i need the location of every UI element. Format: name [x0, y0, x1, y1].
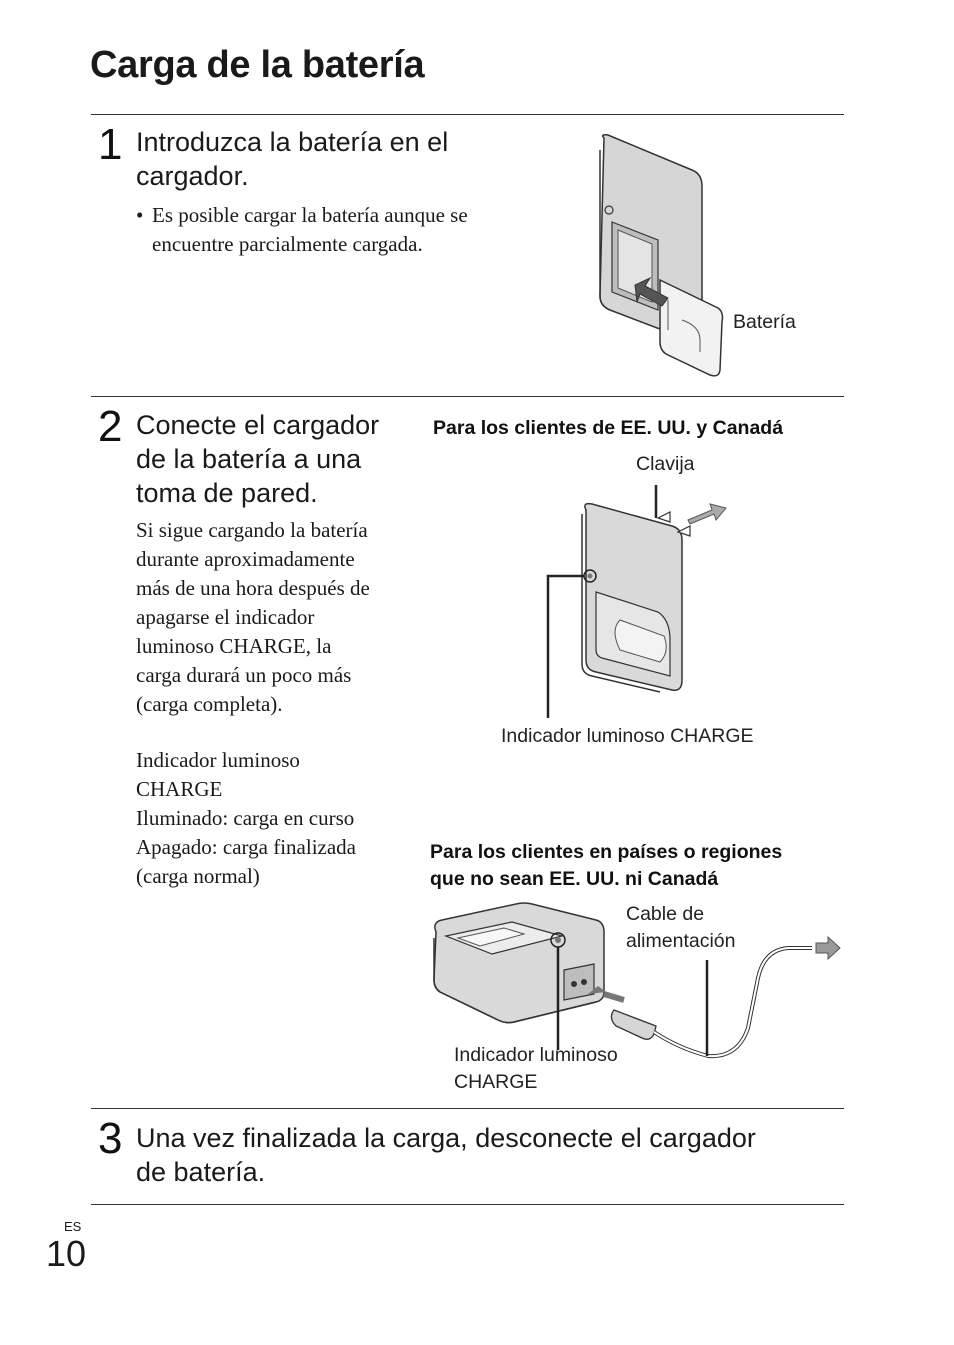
step-2-number: 2 — [98, 402, 123, 451]
step-2-body — [136, 516, 370, 719]
step-2-heading-line: Conecte el cargador — [136, 410, 380, 440]
step-1-bullet — [136, 201, 954, 259]
step-2-body-line: luminoso CHARGE, la — [136, 634, 332, 658]
other-countries-heading — [430, 839, 782, 893]
indicator-info-line: CHARGE — [136, 777, 223, 801]
intl-indicator-line: Indicador luminoso — [454, 1044, 618, 1066]
battery-label: Batería — [733, 311, 796, 333]
step-2-heading-line: de la batería a una — [136, 444, 362, 474]
other-heading-line: Para los clientes en países o regiones — [430, 841, 783, 863]
plug-label: Clavija — [636, 453, 695, 475]
step-2-body-line: (carga completa). — [136, 692, 283, 716]
page-number: 10 — [46, 1233, 87, 1274]
cable-label-line: Cable de — [626, 903, 705, 925]
step-3-heading-line: Una vez finalizada la carga, desconecte el cargador — [136, 1123, 756, 1153]
us-indicator-label: Indicador luminoso CHARGE — [501, 725, 754, 747]
step-2-heading-line: toma de pared. — [136, 478, 318, 508]
step-1-heading-line: cargador. — [136, 161, 249, 191]
step-2-body-line: apagarse el indicador — [136, 605, 315, 629]
step-1-bullet-line: encuentre parcialmente cargada. — [152, 232, 423, 256]
intl-indicator-line: CHARGE — [454, 1071, 538, 1093]
step-1-heading — [136, 125, 448, 193]
step-2-body-line: Si sigue cargando la batería — [136, 518, 368, 542]
language-tag: ES — [64, 1219, 82, 1234]
step-3-number: 3 — [98, 1114, 123, 1163]
indicator-info-line: Indicador luminoso — [136, 748, 300, 772]
indicator-info-line: Iluminado: carga en curso — [136, 806, 355, 830]
step-2-body-line: carga durará un poco más — [136, 663, 352, 687]
step-1-number: 1 — [98, 120, 123, 169]
step-2-body-line: durante aproximadamente — [136, 547, 355, 571]
step-3-heading-line: de batería. — [136, 1157, 266, 1187]
step-2-indicator-info — [136, 746, 356, 891]
step-2-heading — [136, 408, 379, 510]
step-2-body-line: más de una hora después de — [136, 576, 370, 600]
step-1-bullet-line: • Es posible cargar la batería aunque se — [152, 203, 468, 227]
step-3-heading — [136, 1121, 756, 1189]
divider-step2 — [91, 396, 844, 397]
indicator-info-line: Apagado: carga finalizada — [136, 835, 356, 859]
intl-charger-illustration — [428, 898, 848, 1063]
divider-step3 — [91, 1108, 844, 1109]
indicator-info-line: (carga normal) — [136, 864, 260, 888]
other-heading-line: que no sean EE. UU. ni Canadá — [430, 868, 719, 890]
us-charger-illustration — [540, 480, 740, 720]
intl-indicator-label — [454, 1042, 618, 1096]
step-1-heading-line: Introduzca la batería en el — [136, 127, 449, 157]
cable-label-line: alimentación — [626, 930, 736, 952]
charger-battery-illustration — [590, 130, 740, 385]
page-title: Carga de la batería — [90, 44, 425, 86]
divider-top — [91, 114, 844, 115]
divider-bottom — [91, 1204, 844, 1205]
us-canada-heading: Para los clientes de EE. UU. y Canadá — [433, 417, 784, 439]
